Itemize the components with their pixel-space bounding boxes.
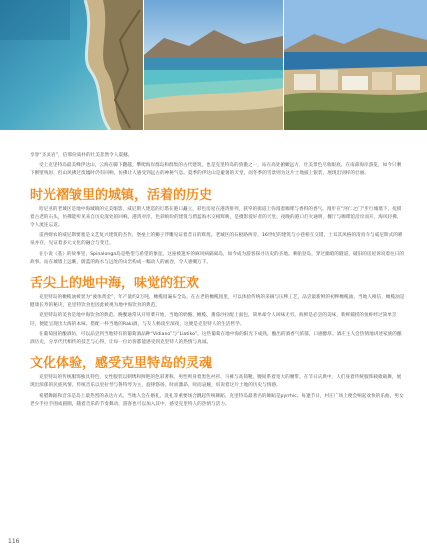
page-number: 116 xyxy=(8,538,20,545)
section-heading: 文化体验，感受克里特岛的灵魂 xyxy=(30,356,213,372)
section-paragraph: 在葡萄园的酿酒坊，可以品尝到当地特有的葡萄酒品种“Vidiano”与“Liatiko”。这些葡萄在地中海的阳光下成熟，酿出的酒香气浓郁，口感醇厚。酒庄主人会热情地讲述家族的酿酒历史，分享代代相传的技艺与心得，让每一位访客都能感受到克里特人的热情与真诚。 xyxy=(30,331,402,346)
article-body xyxy=(30,152,405,411)
section-heading: 时光褶皱里的城镇，活着的历史 xyxy=(30,187,213,203)
section-heading: 舌尖上的地中海，味觉的狂欢 xyxy=(30,276,200,292)
section-paragraph: 雷西姆农的威尼斯要塞是文艺复兴建筑的杰作，堡垒上的狮子浮雕见证着昔日的辉煌。老城区的石板路两旁，16世纪的建筑与小巷相互交错，土耳其风格的清真寺与威尼斯式的喷泉并存，见证着多元文化的融合与变迁。 xyxy=(30,233,403,247)
section-paragraph: 希腊舞蹈和音乐是岛上最热烈的表达方式。当地人会在婚礼、洗礼等重要场合跳起传统舞蹈，克里特岛最著名的舞蹈是pyrrhic。每逢节日，村庄广场上便会响起欢快的乐曲，男女老少手拉手围成圆圈，随着音乐的节奏舞动，游客也可以加入其中，感受克里特人的热情与活力。 xyxy=(30,393,404,407)
photo-coastline xyxy=(0,0,143,130)
photo-village xyxy=(284,0,427,130)
intro-paragraph: 受上克里特岛最美峰伊达山，云海在脚下翻越。攀爬海岸群岛和群集的古代建筑，也是克里特岛的骄傲之一，站在高处俯瞰远方，壮美景色尽收眼底。在南部海岸游览，如今只剩下断壁残垣，但山风拂过废墟时仍有回响，仿佛让人感受到远古的神秘气息。夏季的伊达山是避暑的天堂，而冬季的雪景则为这片土地披上银装，展现出别样的壮丽。 xyxy=(30,163,402,177)
photo-lagoon xyxy=(144,0,283,130)
photo-strip xyxy=(0,0,427,130)
section-paragraph: 克里特岛的传统服饰独具特色，女性服装以刺绣和鲜艳的色彩著称，男性则身着黑色衬衫、马裤与高筒靴，腰间系着宽大的腰带。在节日庆典中，人们身着传统服饰载歌载舞，展现出浓郁的民族风情。传统音乐以里拉琴与鲁特琴为主，旋律悠扬，时而激昂，时而哀婉，诉说着这片土地的历史与情感。 xyxy=(30,375,402,389)
intro-paragraph: 享誉“圣灵岩”，信那份质朴的壮美悲然令人震撼。 xyxy=(30,153,133,158)
section-paragraph: 哈尼亚的老城区是地中海城镇的完美缩影，威尼斯人建造的灯塔在港口矗立，彩色房屋在港湾排列，狭窄的街道上弥漫着咖啡与香料的香气。漫步在“河仁之门”步行城墙下，抚摸着古老的石头，仿佛能听见来自历史深处的回响。港湾对岸，色彩缤纷的建筑与碧蓝海水交相辉映，是摄影爱好者的天堂。夜晚的港口灯火通明，餐厅与咖啡馆沿岸而开，海风轻拂，令人流连忘返。 xyxy=(30,206,402,229)
section-paragraph: 克里特岛的橄榄油被誉为“液体黄金”，年产量约2万吨，橄榄园遍布全岛。在古老的橄榄园里，可以体验传统的采摘与压榨工艺，品尝最新鲜的初榨橄榄油。当地人相信，橄榄油是健康长寿的秘诀，克里特饮食也因此被视为地中海饮食的典范。 xyxy=(30,295,405,309)
section-paragraph: 在小说《基》的故事里，Spinalonga岛是绝望与希望的象征。这座被遗弃的麻风病隔离岛，如今成为游客探寻历史的圣地。乘船登岛，穿过幽暗的隧道，破旧的房屋诉说着往日的故事。站在城墙上远眺，蔚蓝的海水与远处的山峦构成一幅动人的画卷，令人感慨万千。 xyxy=(30,251,405,265)
section-paragraph: 克里特岛的美食是地中海饮食的典范。晚餐通常从开胃菜开始，当地的奶酪、橄榄、番茄沙拉配上面包，简单却令人回味无穷。海鲜是必尝的美味，新鲜捕捞的鱼虾经过简单烹饪，便能呈现出大海的本味。搭配一杯当地的Raki酒，与友人畅谈至深夜，这便是克里特人的生活哲学。 xyxy=(30,313,397,327)
